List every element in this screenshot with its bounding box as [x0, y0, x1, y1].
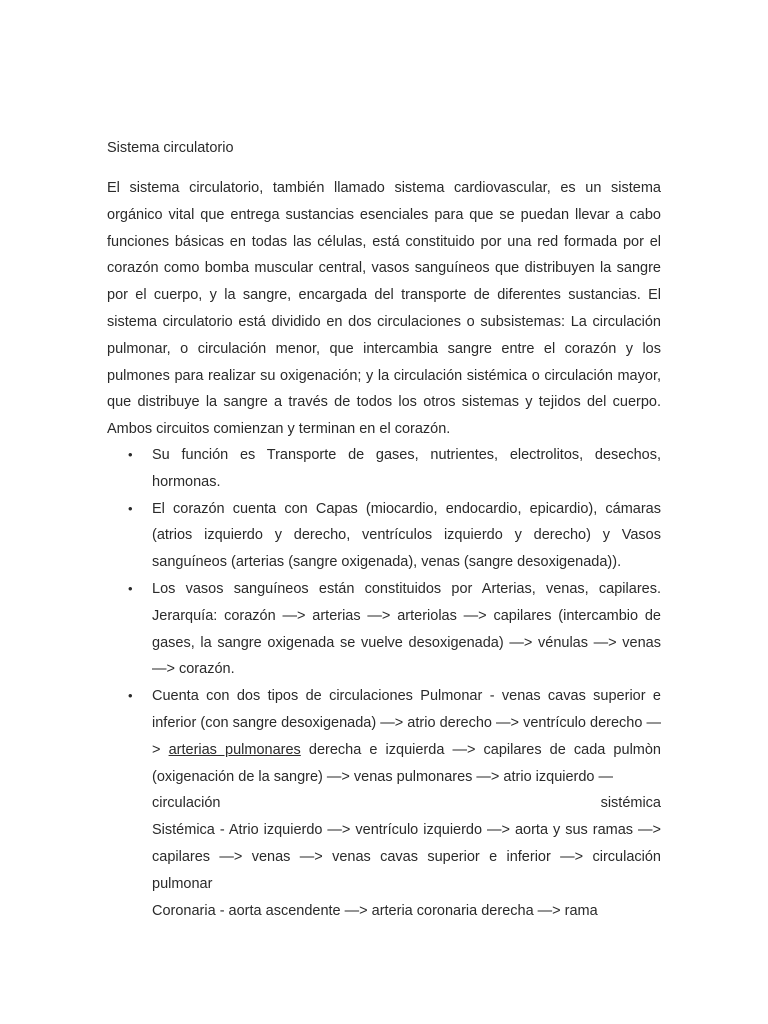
list-item-text: El corazón cuenta con Capas (miocardio, endocardio, epicardio), cámaras (atrios izquierdo y derecho, ventrículos izquierdo y derecho) y Vasos sanguíneos (arterias (sangre oxigenada), venas (sangre desoxigenada)).: [152, 500, 661, 571]
list-item-text: Su función es Transporte de gases, nutrientes, electrolitos, desechos, hormonas.: [152, 447, 661, 490]
circulacion-coronaria-text: Coronaria - aorta ascendente —> arteria coronaria derecha —> rama: [152, 902, 598, 919]
list-item-text: Los vasos sanguíneos están constituidos por Arterias, venas, capilares. Jerarquía: corazón —> arterias —> arteriolas —> capilares (intercambio de gases, la sangre oxigenada se vuelve desoxigenada) —> vénulas —> venas —> corazón.: [152, 580, 661, 678]
pulmonar-text-end: derecha e izquierda —> capilares de cada pulmòn (oxigenación de la sangre) —> venas pulmonares —> atrio izquierdo —: [152, 741, 661, 785]
pulmonar-text-start: Cuenta con dos tipos de circulaciones Pulmonar - venas cavas superior e inferior (con sangre desoxigenada) —> atrio derecho —> ventrículo derecho —>: [152, 688, 661, 758]
bullet-list: [107, 442, 661, 924]
list-item-vasos: [107, 576, 661, 683]
bullet-icon: •: [128, 500, 133, 516]
list-item-funcion: [107, 442, 661, 496]
circulacion-label: circulación: [152, 795, 221, 812]
bullet-icon: •: [128, 688, 133, 704]
list-item-corazon: [107, 496, 661, 576]
bullet-icon: •: [128, 580, 133, 596]
bullet-icon: •: [128, 447, 133, 462]
arterias-pulmonares-link[interactable]: arterias pulmonares: [168, 741, 301, 758]
page-title: Sistema circulatorio: [107, 140, 234, 156]
intro-paragraph: El sistema circulatorio, también llamado sistema cardiovascular, es un sistema orgánico vital que entrega sustancias esenciales para que se puedan llevar a cabo funciones básicas en todas las células, está constituido por una red formada por el corazón como bomba muscular central, vasos sanguíneos que distribuyen la sangre por el cuerpo, y la sangre, encargada del transporte de diferentes sustancias. El sistema circulatorio está dividido en dos circulaciones o subsistemas: La circulación pulmonar, o circulación menor, que intercambia sangre entre el corazón y los pulmones para realizar su oxigenación; y la circulación sistémica o circulación mayor, que distribuye la sangre a través de todos los otros sistemas y tejidos del cuerpo. Ambos circuitos comienzan y terminan en el corazón.: [107, 180, 661, 438]
circulacion-pulmonar-text: [152, 683, 661, 790]
list-item-circulaciones: [107, 683, 661, 924]
sistemica-label: sistémica: [600, 795, 661, 812]
circulacion-sistemica-text: Sistémica - Atrio izquierdo —> ventrículo izquierdo —> aorta y sus ramas —> capilares —> venas —> venas cavas superior e inferior —> circulación pulmonar: [152, 822, 661, 892]
circulacion-split-line: [152, 790, 661, 817]
